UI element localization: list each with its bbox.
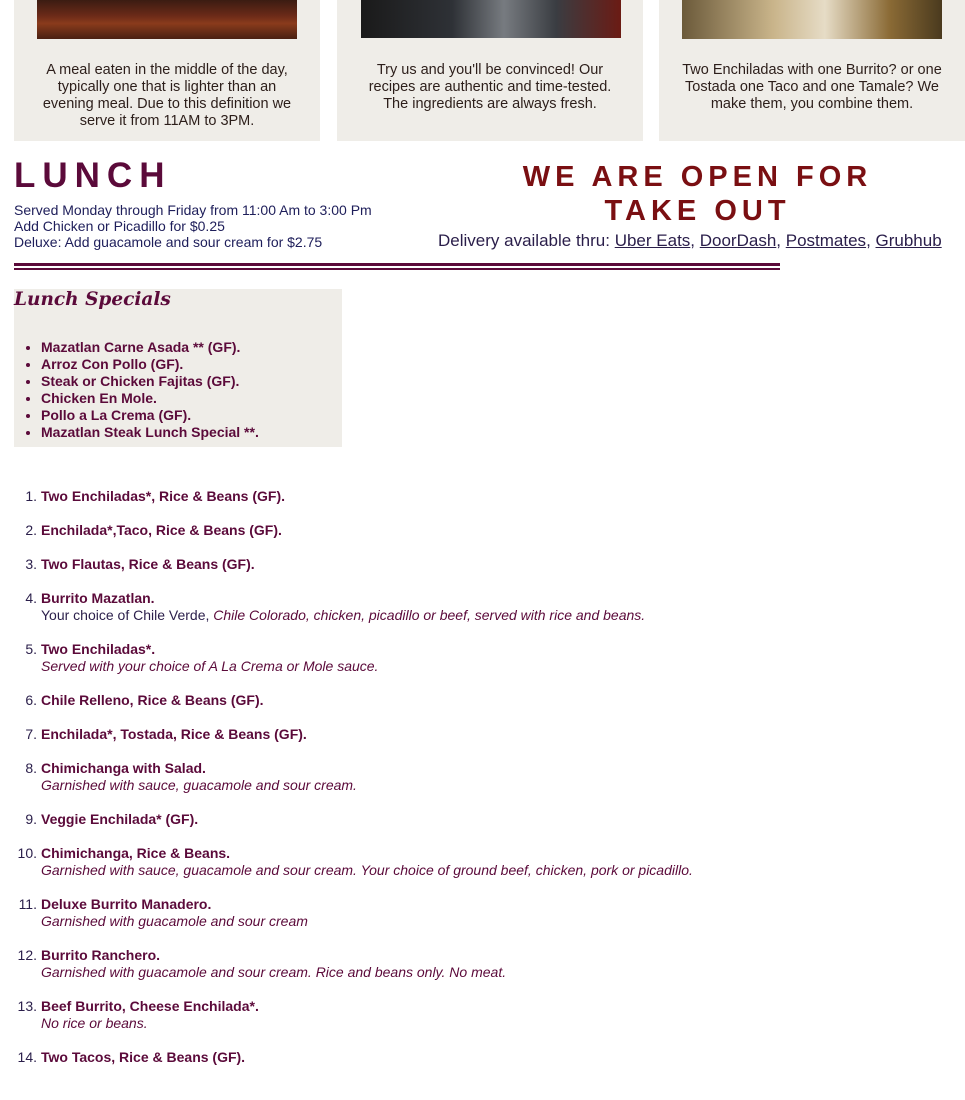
menu-item-name: Veggie Enchilada* (GF).	[41, 811, 199, 827]
menu-item-description	[41, 862, 944, 879]
menu-item-number: 13.	[17, 998, 37, 1014]
open-for-takeout-heading	[430, 160, 965, 228]
menu-item-number: 12.	[17, 947, 37, 963]
card-description: Try us and you'll be convinced! Our recipes are authentic and time-tested. The ingredients are always fresh.	[368, 62, 612, 112]
lunch-specials-list	[41, 339, 259, 441]
separator: ,	[866, 231, 876, 250]
link-uber-eats[interactable]: Uber Eats	[614, 231, 691, 250]
menu-item-description	[41, 913, 944, 930]
menu-item-name: Chimichanga with Salad.	[41, 760, 206, 776]
menu-item-description	[41, 658, 944, 675]
lunch-title: LUNCH	[14, 156, 172, 195]
menu-item-name: Deluxe Burrito Manadero.	[41, 896, 212, 912]
menu-item-name: Two Enchiladas*.	[41, 641, 156, 657]
menu-item	[14, 488, 944, 505]
menu-item	[14, 726, 944, 743]
menu-item	[14, 947, 944, 981]
menu-item	[14, 845, 944, 879]
menu-item-name: Two Flautas, Rice & Beans (GF).	[41, 556, 255, 572]
menu-item-description-italic: Garnished with guacamole and sour cream	[41, 913, 308, 929]
menu-item-number: 6.	[25, 692, 37, 708]
lunch-menu-list	[14, 488, 944, 1083]
menu-item-description-plain: Your choice of Chile Verde,	[41, 607, 214, 623]
delivery-info	[438, 231, 942, 251]
menu-item	[14, 1049, 944, 1066]
menu-item-description	[41, 607, 944, 624]
info-card-authentic	[337, 0, 643, 141]
menu-item-number: 14.	[17, 1049, 37, 1065]
menu-item-number: 7.	[25, 726, 37, 742]
info-card-midday	[14, 0, 320, 141]
menu-item-description-italic: Garnished with sauce, guacamole and sour cream.	[41, 777, 357, 793]
menu-item-description-italic: Served with your choice of A La Crema or Mole sauce.	[41, 658, 379, 674]
menu-item-description	[41, 964, 944, 981]
menu-item-description	[41, 777, 944, 794]
open-line-2: TAKE OUT	[604, 195, 791, 227]
menu-item-name: Two Enchiladas*, Rice & Beans (GF).	[41, 488, 286, 504]
menu-item-description-italic: No rice or beans.	[41, 1015, 148, 1031]
list-item: • Pollo a La Crema (GF).	[41, 407, 259, 424]
menu-item	[14, 556, 944, 573]
menu-item-number: 9.	[25, 811, 37, 827]
menu-item	[14, 811, 944, 828]
menu-item	[14, 522, 944, 539]
separator: ,	[776, 231, 786, 250]
card-description: A meal eaten in the middle of the day, typically one that is lighter than an evening meal. Due to this definition we serve it from 11AM to 3PM.	[42, 62, 292, 129]
food-photo	[37, 0, 297, 39]
menu-item	[14, 590, 944, 624]
card-description: Two Enchiladas with one Burrito? or one Tostada one Taco and one Tamale? We make them, you combine them.	[682, 62, 942, 112]
food-photo	[682, 0, 942, 39]
menu-item-name: Enchilada*, Tostada, Rice & Beans (GF).	[41, 726, 307, 742]
lunch-specials-box	[14, 289, 342, 447]
menu-item-name: Burrito Mazatlan.	[41, 590, 155, 606]
list-item: • Mazatlan Steak Lunch Special **.	[41, 424, 259, 441]
menu-item	[14, 692, 944, 709]
menu-item-name: Burrito Ranchero.	[41, 947, 161, 963]
menu-item	[14, 760, 944, 794]
separator: ,	[690, 231, 700, 250]
delivery-prefix: Delivery available thru:	[438, 231, 615, 250]
menu-item-name: Beef Burrito, Cheese Enchilada*.	[41, 998, 259, 1014]
menu-item	[14, 998, 944, 1032]
menu-item-number: 8.	[25, 760, 37, 776]
menu-item	[14, 641, 944, 675]
menu-item-description-italic: Garnished with guacamole and sour cream. Rice and beans only. No meat.	[41, 964, 507, 980]
food-photo	[361, 0, 621, 38]
list-item: • Chicken En Mole.	[41, 390, 259, 407]
menu-item-number: 4.	[25, 590, 37, 606]
menu-item	[14, 896, 944, 930]
list-item: • Mazatlan Carne Asada ** (GF).	[41, 339, 259, 356]
menu-item-description	[41, 1015, 944, 1032]
menu-item-number: 10.	[17, 845, 37, 861]
link-grubhub[interactable]: Grubhub	[875, 231, 942, 250]
lunch-specials-title: Lunch Specials	[14, 289, 171, 310]
lunch-info	[14, 202, 372, 250]
menu-item-number: 2.	[25, 522, 37, 538]
menu-item-name: Two Tacos, Rice & Beans (GF).	[41, 1049, 246, 1065]
menu-item-name: Enchilada*,Taco, Rice & Beans (GF).	[41, 522, 282, 538]
lunch-hours: Served Monday through Friday from 11:00 Am to 3:00 Pm	[14, 202, 372, 218]
menu-item-name: Chile Relleno, Rice & Beans (GF).	[41, 692, 264, 708]
link-doordash[interactable]: DoorDash	[699, 231, 777, 250]
section-divider	[14, 263, 780, 270]
list-item: • Steak or Chicken Fajitas (GF).	[41, 373, 259, 390]
menu-item-number: 1.	[25, 488, 37, 504]
menu-item-number: 3.	[25, 556, 37, 572]
menu-item-number: 5.	[25, 641, 37, 657]
menu-item-description-italic: Garnished with sauce, guacamole and sour cream. Your choice of ground beef, chicken, pork or picadillo.	[41, 862, 693, 878]
info-card-combine	[659, 0, 965, 141]
lunch-deluxe: Deluxe: Add guacamole and sour cream for $2.75	[14, 234, 323, 250]
menu-item-name: Chimichanga, Rice & Beans.	[41, 845, 231, 861]
list-item: • Arroz Con Pollo (GF).	[41, 356, 259, 373]
lunch-addon: Add Chicken or Picadillo for $0.25	[14, 218, 225, 234]
menu-item-description-italic: Chile Colorado, chicken, picadillo or beef, served with rice and beans.	[213, 607, 646, 623]
open-line-1: WE ARE OPEN FOR	[522, 161, 873, 193]
menu-item-number: 11.	[18, 896, 37, 912]
link-postmates[interactable]: Postmates	[785, 231, 867, 250]
